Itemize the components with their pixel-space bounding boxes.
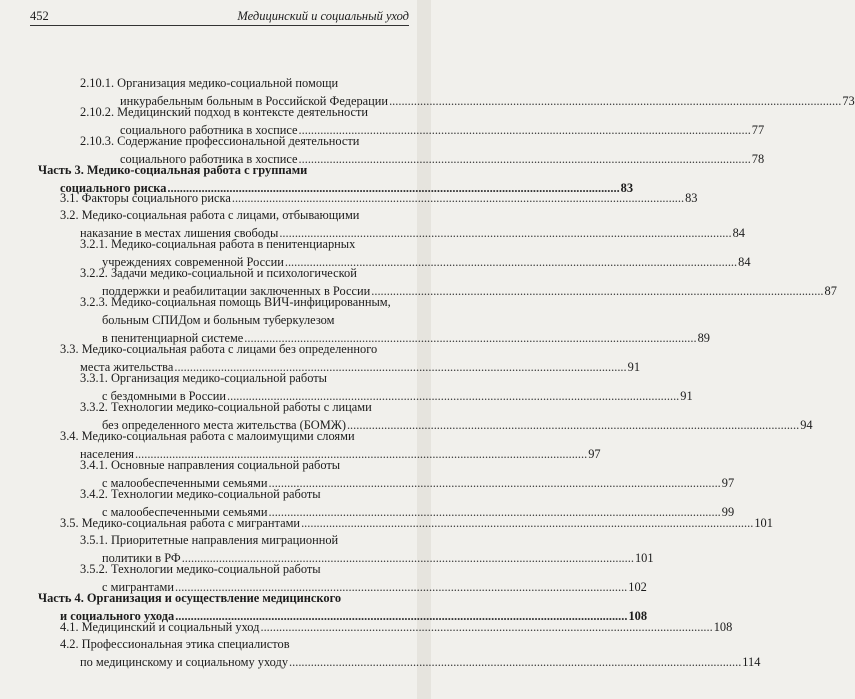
toc-entry-line [60,207,419,224]
toc-entry-text: больным СПИДом и больным туберкулезом [102,313,335,327]
toc-entry-line [38,162,419,179]
page-number: 452 [30,9,49,23]
toc-entry-text: с малообеспеченными семьями [102,505,268,519]
toc-entry-text: по медицинскому и социальному уходу [80,655,289,669]
dot-leader [289,654,741,671]
toc-entry-text: 3.2.3. Медико-социальная помощь ВИЧ-инфицированным, [80,295,391,309]
toc-entry-text: 3.4.2. Технологии медико-социальной работы [80,487,321,501]
toc-entry-text: 3.1. Факторы социального риска [60,191,231,205]
toc-entry-text: с мигрантами [102,580,175,594]
toc-entry-text: социального работника в хосписе [120,123,298,137]
toc-entry-text: 3.5. Медико-социальная работа с мигрантами [60,516,301,530]
dot-leader [371,283,823,300]
dot-leader [301,515,753,532]
toc-entry-text: 3.2.2. Задачи медико-социальной и психологической [80,266,357,280]
toc-entry-text: наказание в местах лишения свободы [80,226,279,240]
toc-page-number: 78 [751,152,765,166]
toc-page-number: 77 [751,123,765,137]
toc-entry-text: поддержки и реабилитации заключенных в России [102,284,371,298]
toc-page-number: 97 [588,447,601,461]
toc-entry-text: 3.3.2. Технологии медико-социальной работы с лицами [80,400,372,414]
toc-page-number: 114 [742,655,761,669]
running-header [30,7,409,26]
toc-page-number: 102 [628,580,647,594]
toc-entry-text: с малообеспеченными семьями [102,476,268,490]
toc-page-number: 83 [685,191,698,205]
toc-entry-text: социального риска [60,181,167,195]
toc-entry-text: без определенного места жительства (БОМЖ) [102,418,346,432]
toc-entry-text: 4.1. Медицинский и социальный уход [60,620,260,634]
toc-page-number: 94 [800,418,813,432]
toc-entry-text: 4.2. Профессиональная этика специалистов [60,637,290,651]
toc-page-number: 87 [824,284,837,298]
toc-entry-text: 3.5.2. Технологии медико-социальной работы [80,562,321,576]
toc-entry-line [80,399,419,416]
toc-entry-line [80,75,419,92]
toc-entry-text: 2.10.3. Содержание профессиональной деятельности [80,134,360,148]
toc-entry-text: 3.4.1. Основные направления социальной работы [80,458,341,472]
toc-entry-text: с бездомными в России [102,389,226,403]
running-title: Медицинский и социальный уход [237,9,409,23]
toc-entry-text: социального работника в хосписе [120,152,298,166]
toc-entry-line [80,133,419,150]
dot-leader [260,619,712,636]
toc-entry-line [80,561,419,578]
toc-entry-text: 2.10.1. Организация медико-социальной помощи [80,76,339,90]
toc-entry-last-line [60,619,733,636]
toc-page-number: 91 [627,360,641,374]
toc-page-number: 73 [842,94,855,108]
toc-entry-line [80,236,419,253]
toc-page-number: 84 [738,255,751,269]
toc-entry-text: 3.3. Медико-социальная работа с лицами без определенного [60,342,378,356]
toc-entry-line [80,370,419,387]
toc-entry-line [38,590,419,607]
toc-entry-line [60,636,419,653]
toc-entry-line [80,486,419,503]
toc-entry-text: 3.3.1. Организация медико-социальной работы [80,371,327,385]
dot-leader [389,93,841,110]
toc-entry-text: Часть 4. Организация и осуществление медицинского [38,591,342,605]
toc-entry-text: 3.4. Медико-социальная работа с малоимущими слоями [60,429,355,443]
toc-entry-text: в пенитенциарной системе [102,331,244,345]
toc-entry-text: населения [80,447,134,461]
toc-page-number: 84 [732,226,745,240]
toc-page-number: 101 [754,516,773,530]
toc-page-number: 91 [680,389,693,403]
dot-leader [232,190,684,207]
toc-entry-text: и социального ухода [60,609,175,623]
toc-entry-text: 3.5.1. Приоритетные направления миграционной [80,533,339,547]
toc-entry-line [80,457,419,474]
toc-entry-line [60,428,419,445]
toc-entry-line [80,104,419,121]
toc-entry-text: учреждениях современной России [102,255,284,269]
toc-page-number: 108 [713,620,733,634]
toc-entry-line [80,532,419,549]
toc-entry-text: 2.10.2. Медицинский подход в контексте деятельности [80,105,369,119]
toc-page-number: 101 [634,551,654,565]
toc-entry-line [102,312,419,329]
toc-entry-line [80,265,419,282]
toc-entry-line [60,341,419,358]
toc-entry-last-line [60,515,773,532]
toc-entry-last-line [60,190,698,207]
toc-entry-last-line [80,654,761,671]
toc-page-number: 108 [628,609,648,623]
toc-entry-text: инкурабельным больным в Российской Федерации [120,94,389,108]
toc-page-number: 97 [721,476,735,490]
toc-entry-text: места жительства [80,360,174,374]
toc-entry-text: 3.2.1. Медико-социальная работа в пенитенциарных [80,237,356,251]
toc-entry-text: 3.2. Медико-социальная работа с лицами, отбывающими [60,208,360,222]
toc-entry-line [80,294,419,311]
toc-page-number: 89 [697,331,710,345]
toc-page-number: 99 [721,505,735,519]
toc-page-number: 83 [620,181,634,195]
toc-entry-text: политики в РФ [102,551,181,565]
toc-entry-text: Часть 3. Медико-социальная работа с группами [38,163,308,177]
